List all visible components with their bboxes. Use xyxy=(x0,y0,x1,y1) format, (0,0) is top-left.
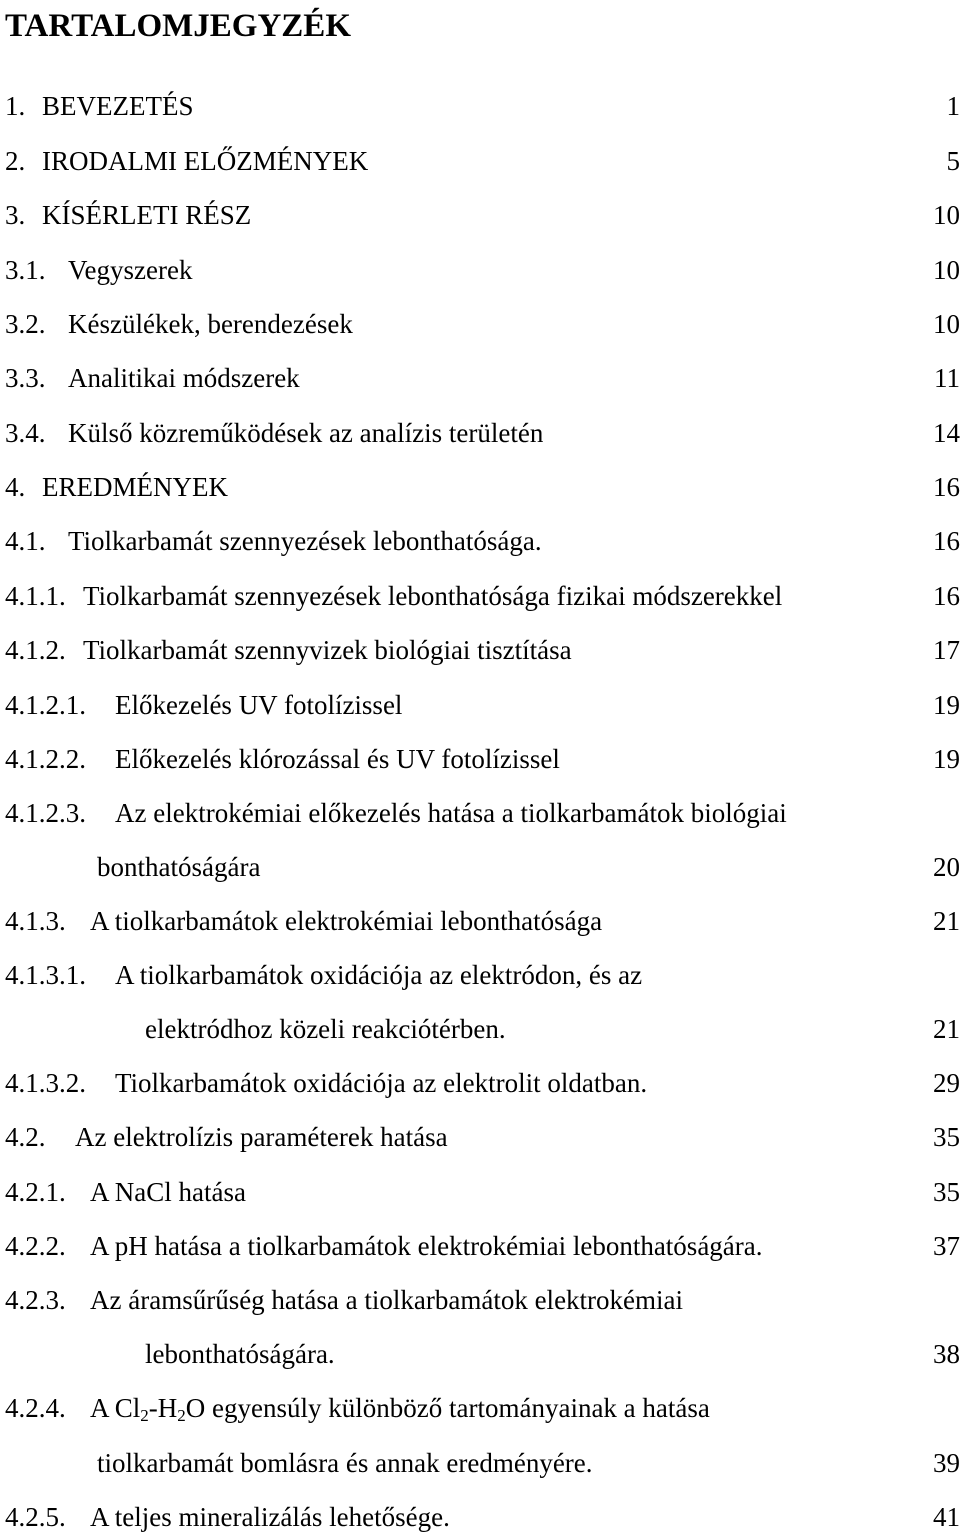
toc-entry-title: Tiolkarbamátok oxidációja az elektrolit oldatban. xyxy=(115,1063,647,1103)
toc-entry-4-2-1[interactable] xyxy=(0,1172,960,1212)
toc-entry-title-continued: bonthatóságára xyxy=(97,847,260,887)
toc-entry-4[interactable] xyxy=(0,467,960,507)
formula-part: A Cl xyxy=(90,1393,140,1423)
toc-entry-page: 39 xyxy=(933,1443,960,1483)
toc-entry-page: 5 xyxy=(947,141,960,181)
toc-entry-number: 3. xyxy=(5,195,25,235)
toc-entry-title-continued: lebonthatóságára. xyxy=(145,1334,335,1374)
toc-entry-4-2-2[interactable] xyxy=(0,1226,960,1266)
toc-entry-3-3[interactable] xyxy=(0,358,960,398)
toc-entry-number: 4.1.2.1. xyxy=(5,685,86,725)
toc-entry-title: Előkezelés klórozással és UV fotolízissel xyxy=(115,739,560,779)
toc-entry-page: 41 xyxy=(933,1497,960,1537)
page-title: TARTALOMJEGYZÉK xyxy=(5,6,351,46)
subscript: 2 xyxy=(140,1406,149,1425)
toc-entry-page: 37 xyxy=(933,1226,960,1266)
toc-entry-number: 4.1. xyxy=(5,521,46,561)
toc-entry-4-2[interactable] xyxy=(0,1117,960,1157)
subscript: 2 xyxy=(177,1406,186,1425)
toc-entry-title: KÍSÉRLETI RÉSZ xyxy=(42,195,251,235)
toc-entry-number: 4.2.4. xyxy=(5,1388,66,1428)
toc-entry-title: Külső közreműködések az analízis területén xyxy=(68,413,543,453)
toc-entry-page: 38 xyxy=(933,1334,960,1374)
toc-entry-page: 1 xyxy=(947,86,960,126)
toc-entry-title: Az elektrokémiai előkezelés hatása a tiolkarbamátok biológiai xyxy=(115,793,787,833)
toc-entry-page: 16 xyxy=(933,521,960,561)
toc-entry-title: A NaCl hatása xyxy=(90,1172,246,1212)
toc-entry-title-continued: tiolkarbamát bomlásra és annak eredményére. xyxy=(97,1443,593,1483)
toc-entry-title: Előkezelés UV fotolízissel xyxy=(115,685,402,725)
toc-entry-4-1[interactable] xyxy=(0,521,960,561)
toc-entry-number: 1. xyxy=(5,86,25,126)
toc-entry-3-4[interactable] xyxy=(0,413,960,453)
toc-entry-page: 14 xyxy=(933,413,960,453)
toc-entry-page: 16 xyxy=(933,467,960,507)
toc-entry-number: 3.1. xyxy=(5,250,46,290)
toc-entry-2[interactable] xyxy=(0,141,960,181)
toc-entry-page: 11 xyxy=(934,358,960,398)
toc-entry-number: 4.1.2. xyxy=(5,630,66,670)
toc-entry-page: 10 xyxy=(933,195,960,235)
toc-entry-number: 4.1.3.2. xyxy=(5,1063,86,1103)
toc-entry-number: 4.2.5. xyxy=(5,1497,66,1537)
toc-entry-title: Tiolkarbamát szennyvizek biológiai tisztítása xyxy=(83,630,572,670)
toc-entry-number: 2. xyxy=(5,141,25,181)
toc-entry-title: A pH hatása a tiolkarbamátok elektrokémiai lebonthatóságára. xyxy=(90,1226,763,1266)
toc-entry-number: 4.1.1. xyxy=(5,576,66,616)
toc-entry-title: Vegyszerek xyxy=(68,250,192,290)
toc-entry-title: Tiolkarbamát szennyezések lebonthatósága fizikai módszerekkel xyxy=(83,576,782,616)
toc-entry-4-2-4[interactable] xyxy=(0,1388,960,1428)
toc-entry-4-1-3[interactable] xyxy=(0,901,960,941)
toc-entry-title: Készülékek, berendezések xyxy=(68,304,353,344)
toc-entry-number: 4.1.2.2. xyxy=(5,739,86,779)
toc-entry-page: 19 xyxy=(933,685,960,725)
toc-entry-page: 16 xyxy=(933,576,960,616)
toc-entry-title: Analitikai módszerek xyxy=(68,358,300,398)
toc-entry-3-2[interactable] xyxy=(0,304,960,344)
toc-entry-number: 4. xyxy=(5,467,25,507)
toc-entry-title: A tiolkarbamátok elektrokémiai lebonthatósága xyxy=(90,901,602,941)
toc-entry-4-1-2-3-cont[interactable] xyxy=(0,847,960,887)
formula-part: -H xyxy=(149,1393,178,1423)
toc-entry-page: 29 xyxy=(933,1063,960,1103)
toc-entry-1[interactable] xyxy=(0,86,960,126)
toc-entry-number: 3.4. xyxy=(5,413,46,453)
toc-entry-4-2-5[interactable] xyxy=(0,1497,960,1537)
toc-entry-4-2-3[interactable] xyxy=(0,1280,960,1320)
toc-entry-title xyxy=(90,1388,710,1428)
toc-entry-number: 4.1.3. xyxy=(5,901,66,941)
toc-entry-page: 17 xyxy=(933,630,960,670)
toc-entry-4-1-3-1[interactable] xyxy=(0,955,960,995)
toc-entry-4-1-1[interactable] xyxy=(0,576,960,616)
toc-entry-4-2-3-cont[interactable] xyxy=(0,1334,960,1374)
toc-entry-page: 20 xyxy=(933,847,960,887)
toc-entry-number: 4.2.1. xyxy=(5,1172,66,1212)
toc-entry-4-1-2-1[interactable] xyxy=(0,685,960,725)
toc-entry-4-1-2-2[interactable] xyxy=(0,739,960,779)
toc-entry-page: 19 xyxy=(933,739,960,779)
toc-entry-title: A teljes mineralizálás lehetősége. xyxy=(90,1497,450,1537)
toc-entry-page: 21 xyxy=(933,901,960,941)
toc-entry-4-1-3-1-cont[interactable] xyxy=(0,1009,960,1049)
toc-entry-title: EREDMÉNYEK xyxy=(42,467,228,507)
toc-entry-title: Az áramsűrűség hatása a tiolkarbamátok elektrokémiai xyxy=(90,1280,683,1320)
toc-entry-4-1-2-3[interactable] xyxy=(0,793,960,833)
toc-entry-page: 35 xyxy=(933,1172,960,1212)
toc-entry-number: 4.2.3. xyxy=(5,1280,66,1320)
toc-entry-3[interactable] xyxy=(0,195,960,235)
toc-entry-title: BEVEZETÉS xyxy=(42,86,193,126)
toc-entry-page: 10 xyxy=(933,250,960,290)
toc-entry-4-2-4-cont[interactable] xyxy=(0,1443,960,1483)
toc-entry-4-1-3-2[interactable] xyxy=(0,1063,960,1103)
toc-entry-page: 35 xyxy=(933,1117,960,1157)
formula-part: O egyensúly különböző tartományainak a hatása xyxy=(186,1393,710,1423)
toc-entry-number: 4.1.2.3. xyxy=(5,793,86,833)
toc-entry-number: 4.1.3.1. xyxy=(5,955,86,995)
toc-entry-title: IRODALMI ELŐZMÉNYEK xyxy=(42,141,368,181)
toc-entry-title: Tiolkarbamát szennyezések lebonthatósága. xyxy=(68,521,542,561)
toc-entry-page: 10 xyxy=(933,304,960,344)
toc-entry-number: 4.2. xyxy=(5,1117,46,1157)
toc-entry-title: Az elektrolízis paraméterek hatása xyxy=(75,1117,448,1157)
toc-entry-title: A tiolkarbamátok oxidációja az elektródon, és az xyxy=(115,955,642,995)
toc-entry-number: 3.3. xyxy=(5,358,46,398)
toc-entry-3-1[interactable] xyxy=(0,250,960,290)
toc-entry-4-1-2[interactable] xyxy=(0,630,960,670)
toc-entry-number: 4.2.2. xyxy=(5,1226,66,1266)
toc-entry-title-continued: elektródhoz közeli reakciótérben. xyxy=(145,1009,506,1049)
toc-entry-page: 21 xyxy=(933,1009,960,1049)
toc-entry-number: 3.2. xyxy=(5,304,46,344)
